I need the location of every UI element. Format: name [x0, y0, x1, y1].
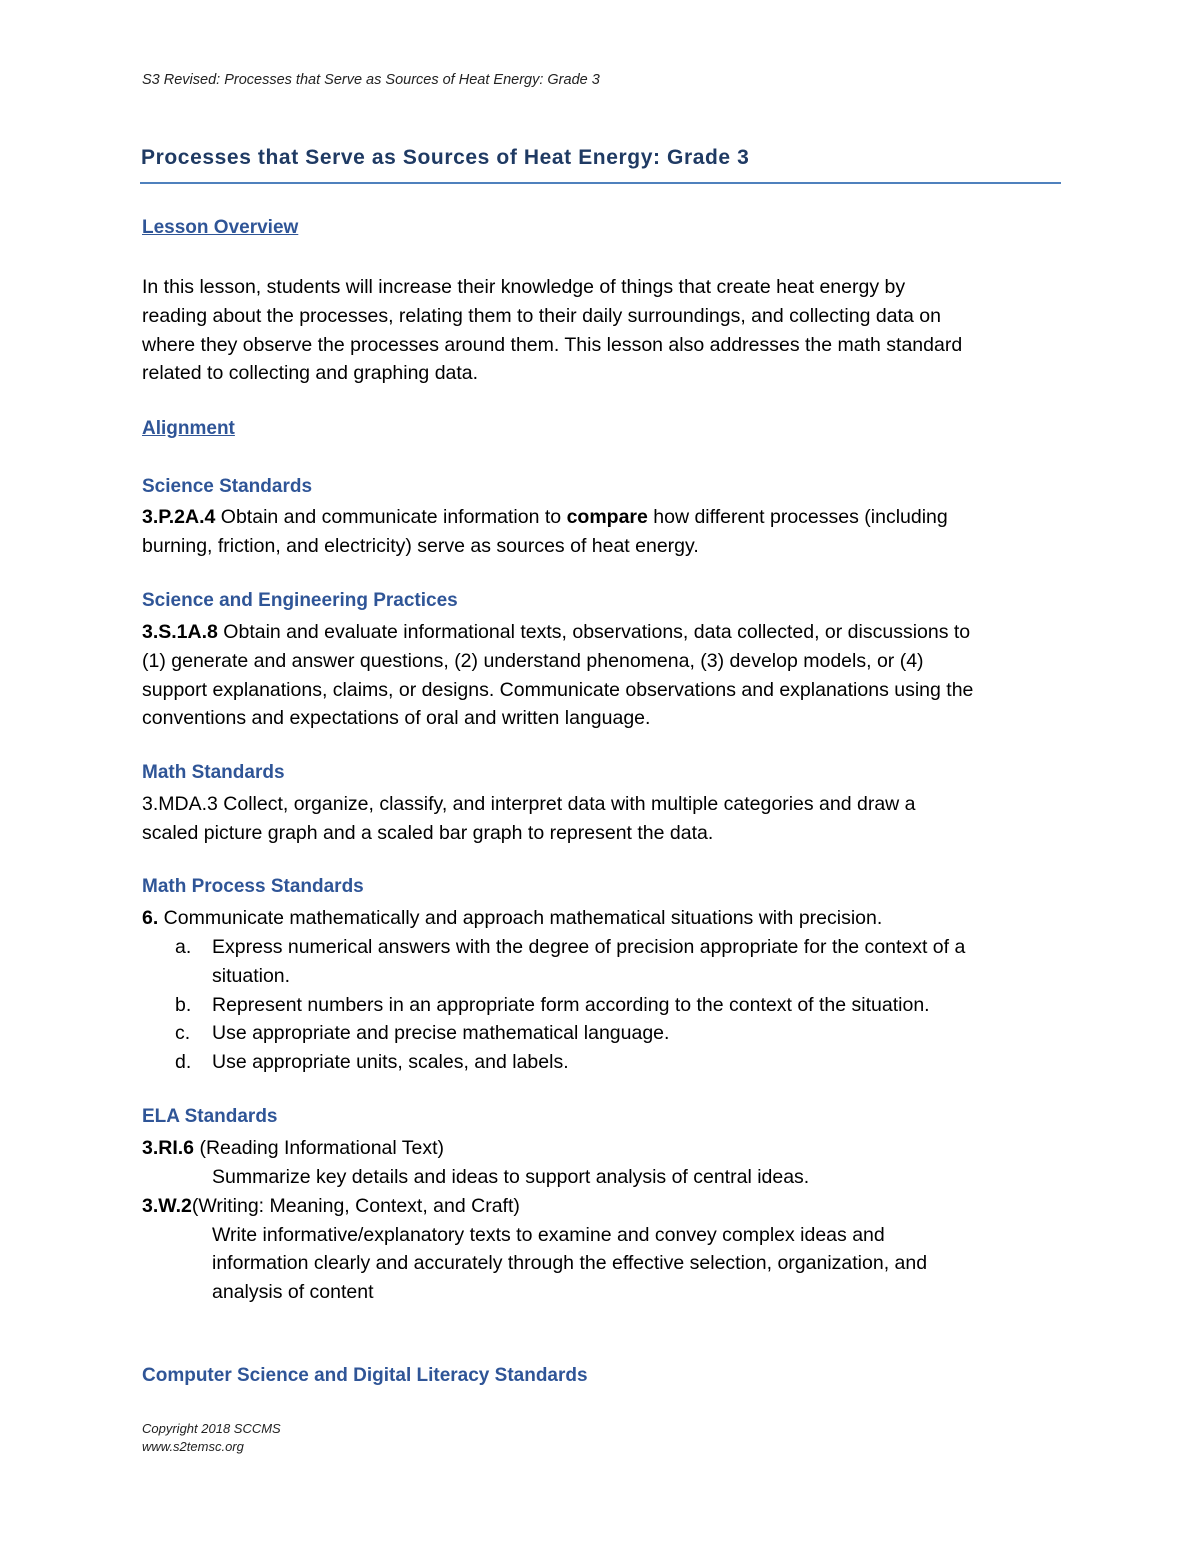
overview-line-1: In this lesson, students will increase their knowledge of things that create heat energy by [142, 276, 906, 298]
ela-ri-line: 3.RI.6 (Reading Informational Text) [142, 1137, 445, 1159]
science-standard-line-1: 3.P.2A.4 Obtain and communicate information to compare how different processes (including [142, 506, 948, 528]
page-title: Processes that Serve as Sources of Heat Energy: Grade 3 [141, 146, 750, 169]
cs-standards-heading: Computer Science and Digital Literacy Standards [142, 1365, 588, 1386]
ela-w-code: 3.W.2 [142, 1195, 192, 1217]
ela-standards-heading: ELA Standards [142, 1106, 278, 1127]
lesson-overview-heading: Lesson Overview [142, 217, 299, 238]
ela-w-description-2: information clearly and accurately through the effective selection, organization, and [212, 1252, 928, 1274]
math-process-intro: 6. Communicate mathematically and approach mathematical situations with precision. [142, 907, 883, 929]
alignment-heading: Alignment [142, 418, 235, 439]
compare-keyword: compare [566, 506, 648, 528]
practices-line-1: 3.S.1A.8 Obtain and evaluate informational texts, observations, data collected, or discussions to [142, 621, 971, 643]
math-standard-line-1: 3.MDA.3 Collect, organize, classify, and interpret data with multiple categories and draw a [142, 793, 916, 815]
overview-line-4: related to collecting and graphing data. [142, 362, 479, 384]
math-standard-line-2: scaled picture graph and a scaled bar graph to represent the data. [142, 822, 714, 844]
overview-line-2: reading about the processes, relating them to their daily surroundings, and collecting data on [142, 305, 941, 327]
document-page: S3 Revised: Processes that Serve as Sources of Heat Energy: Grade 3 Processes that Serve as Sources of Heat Energy: Grade 3 Lesson Overview In this lesson, students will increase their knowledge of things that create heat energy by reading about the processes, relating them to their daily surroundings, and collecting data on where they observe the processes around them. This lesson also addresses the math standard related to collecting and graphing data. Alignment Science Standards 3.P.2A.4 Obtain and communicate information to compare how different processes (including burning, friction, and electricity) serve as sources of heat energy. Science and Engineering Practices 3.S.1A.8 Obtain and evaluate informational texts, observations, data collected, or discussions to (1) generate and answer questions, (2) understand phenomena, (3) develop models, or (4) support explanations, claims, or designs. Communicate observations and explanations using the conventions and expectations of oral and written language. Math Standards 3.MDA.3 Collect, organize, classify, and interpret data with multiple categories and draw a scaled picture graph and a scaled bar graph to represent the data. Math Process Standards 6. Communicate mathematically and approach mathematical situations with precision. a. Express numerical answers with the degree of precision appropriate for the context of a situation. b. Represent numbers in an appropriate form according to the context of the situation. c. Use appropriate and precise mathematical language. d. Use appropriate units, scales, and labels. ELA Standards 3.RI.6 (Reading Informational Text) Summarize key details and ideas to support analysis of central ideas. 3.W.2(Writing: Meaning, Context, and Craft) Write informative/explanatory texts to examine and convey complex ideas and information clearly and accurately through the effective selection, organization, and analysis of content Computer Science and Digital Literacy Standards Copyright 2018 SCCMS www.s2temsc.org [0, 0, 1200, 1553]
overview-line-3: where they observe the processes around them. This lesson also addresses the math standard [142, 334, 963, 356]
running-header: S3 Revised: Processes that Serve as Sources of Heat Energy: Grade 3 [142, 72, 600, 88]
ela-w-line: 3.W.2(Writing: Meaning, Context, and Craft) [142, 1195, 520, 1217]
ela-ri-description: Summarize key details and ideas to support analysis of central ideas. [212, 1166, 810, 1188]
science-standard-line-2: burning, friction, and electricity) serve as sources of heat energy. [142, 535, 699, 557]
practices-line-4: conventions and expectations of oral and written language. [142, 707, 651, 729]
footer-copyright: Copyright 2018 SCCMS [142, 1421, 281, 1436]
practices-line-2: (1) generate and answer questions, (2) understand phenomena, (3) develop models, or (4) [142, 650, 924, 672]
footer-url: www.s2temsc.org [142, 1439, 244, 1454]
ela-w-description-3: analysis of content [212, 1281, 374, 1303]
practices-heading: Science and Engineering Practices [142, 590, 458, 611]
practices-line-3: support explanations, claims, or designs. Communicate observations and explanations using the [142, 679, 974, 701]
math-process-number: 6. [142, 907, 159, 929]
science-standard-code: 3.P.2A.4 [142, 506, 216, 528]
ela-ri-code: 3.RI.6 [142, 1137, 195, 1159]
science-standards-heading: Science Standards [142, 476, 313, 497]
practices-code: 3.S.1A.8 [142, 621, 218, 643]
ela-w-description-1: Write informative/explanatory texts to examine and convey complex ideas and [212, 1224, 885, 1246]
title-divider [140, 182, 1061, 184]
math-standards-heading: Math Standards [142, 762, 285, 783]
math-process-heading: Math Process Standards [142, 876, 364, 897]
